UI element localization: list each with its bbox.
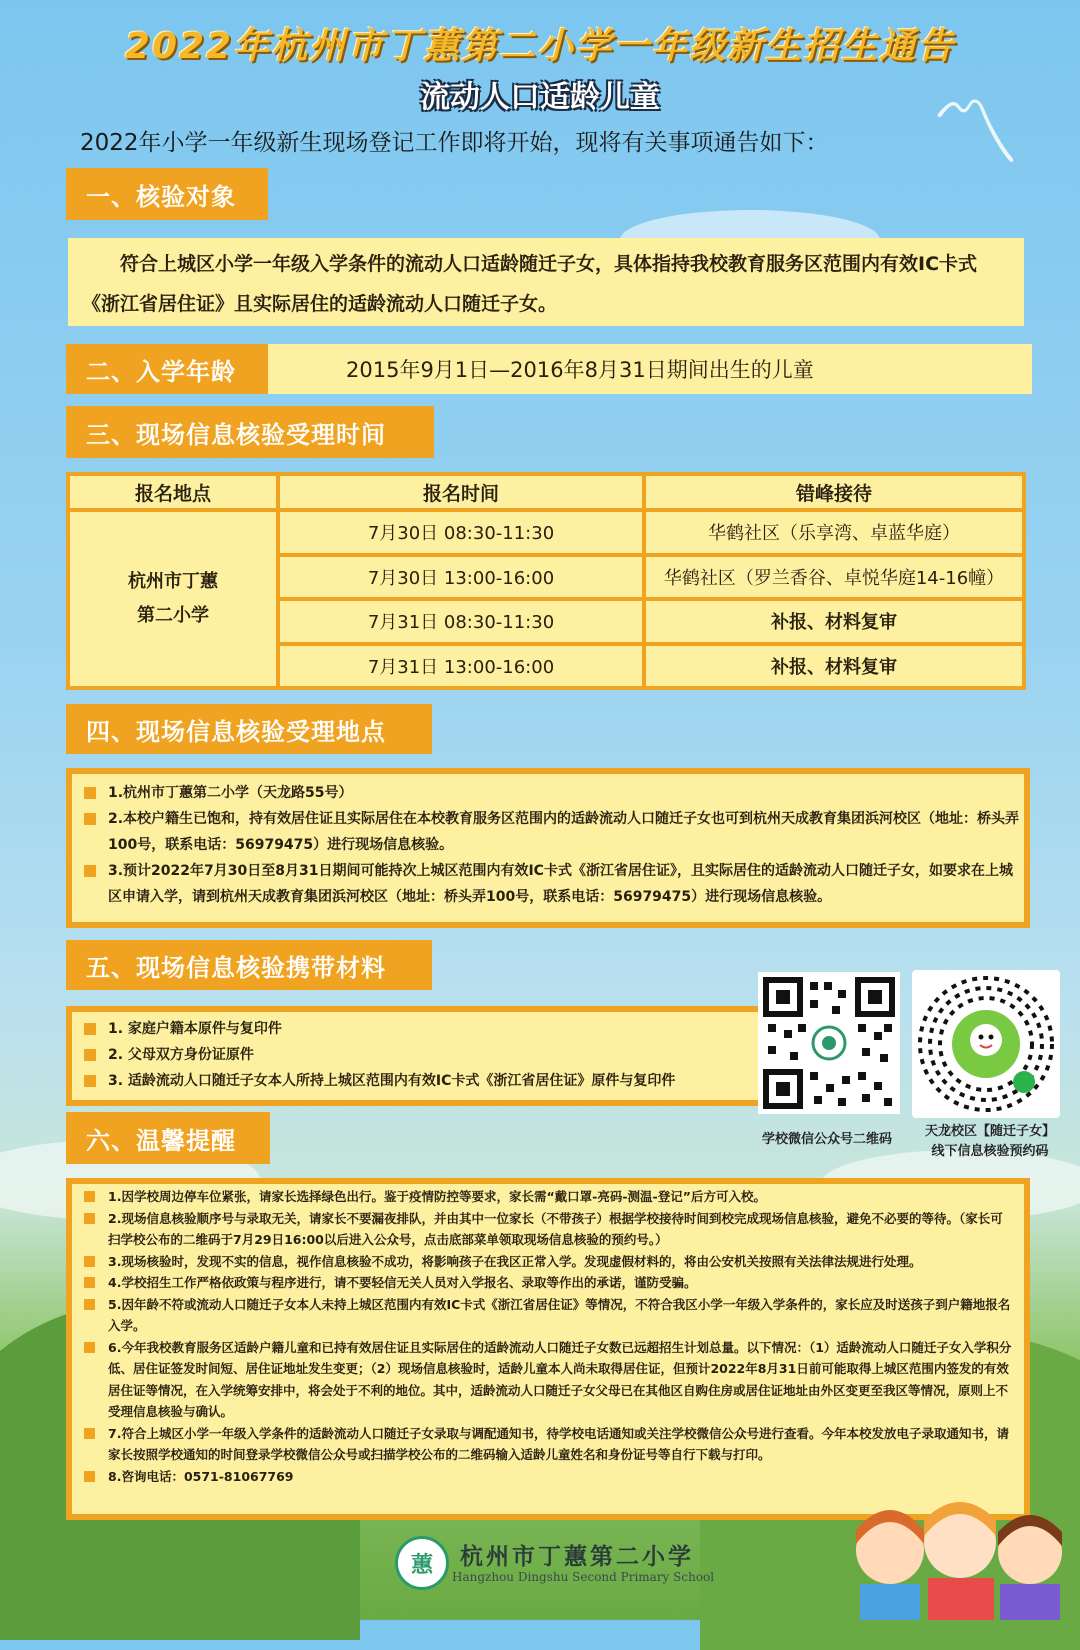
time-cell: 7月31日 08:30-11:30	[280, 601, 642, 642]
list-item: 3. 适龄流动人口随迁子女本人所持上城区范围内有效IC卡式《浙江省居住证》原件与复印件	[72, 1068, 760, 1094]
bullet-icon	[84, 1428, 95, 1439]
list-item: 3.预计2022年7月30日至8月31日期间可能持次上城区范围内有效IC卡式《浙江省居住证》，且实际居住的适龄流动人口随迁子女，如要求在上城区申请入学，请到杭州天成教育集团浜河校区（地址：桥头弄100号，联系电话：56979475）进行现场信息核验。	[72, 858, 1024, 910]
section-1-body: 符合上城区小学一年级入学条件的流动人口适龄随迁子女，具体指持我校教育服务区范围内有效IC卡式《浙江省居住证》且实际居住的适龄流动人口随迁子女。	[82, 253, 978, 315]
bullet-icon	[84, 787, 96, 799]
bullet-icon	[84, 1075, 96, 1087]
list-item: 2. 父母双方身份证原件	[72, 1042, 760, 1068]
time-cell: 7月30日 08:30-11:30	[280, 512, 642, 553]
section-5-panel	[66, 1006, 766, 1106]
bullet-icon	[84, 1342, 95, 1353]
location-line-2: 第二小学	[137, 605, 209, 626]
seagull-icon: 〽	[930, 81, 1020, 186]
school-logo-icon: 蕙	[395, 1536, 449, 1590]
location-line-1: 杭州市丁蕙	[128, 571, 218, 592]
time-cell: 7月30日 13:00-16:00	[280, 557, 642, 598]
reception-cell: 补报、材料复审	[646, 601, 1022, 642]
bullet-icon	[84, 1471, 95, 1482]
page-title: 2022年杭州市丁蕙第二小学一年级新生招生通告	[124, 26, 956, 67]
bullet-icon	[84, 813, 96, 825]
header-location: 报名地点	[70, 476, 276, 508]
footer-school-name-en: Hangzhou Dingshu Second Primary School	[452, 1570, 715, 1584]
reception-cell: 补报、材料复审	[646, 646, 1022, 687]
bullet-icon	[84, 1191, 95, 1202]
children-illustration	[830, 1480, 1080, 1620]
section-heading-4: 四、现场信息核验受理地点	[66, 704, 432, 754]
header-reception: 错峰接待	[646, 476, 1022, 508]
age-range-text: 2015年9月1日—2016年8月31日期间出生的儿童	[346, 358, 814, 382]
list-item: 3.现场核验时，发现不实的信息，视作信息核验不成功，将影响孩子在我区正常入学。发现虚假材料的，将由公安机关按照有关法律法规进行处理。	[72, 1251, 1024, 1273]
tianlong-appointment-qr-code[interactable]	[912, 970, 1060, 1118]
reception-cell: 华鹤社区（乐享湾、卓蓝华庭）	[646, 512, 1022, 553]
bullet-icon	[84, 1299, 95, 1310]
footer-school-name: 杭州市丁蕙第二小学	[460, 1543, 694, 1570]
list-item: 2.本校户籍生已饱和，持有效居住证且实际居住在本校教育服务区范围内的适龄流动人口随迁子女也可到杭州天成教育集团浜河校区（地址：桥头弄100号，联系电话：56979475）进行现场信息核验。	[72, 806, 1024, 858]
bullet-icon	[84, 1213, 95, 1224]
school-wechat-qr-code[interactable]	[758, 972, 900, 1114]
bullet-icon	[84, 1023, 96, 1035]
location-cell	[70, 512, 276, 686]
section-heading-5: 五、现场信息核验携带材料	[66, 940, 432, 990]
list-item: 1.因学校周边停车位紧张，请家长选择绿色出行。鉴于疫情防控等要求，家长需“戴口罩-亮码-测温-登记”后方可入校。	[72, 1186, 1024, 1208]
section-heading-6: 六、温馨提醒	[66, 1112, 270, 1164]
list-item: 1. 家庭户籍本原件与复印件	[72, 1016, 760, 1042]
list-item: 8.咨询电话：0571-81067769	[72, 1466, 1024, 1488]
bullet-icon	[84, 1277, 95, 1288]
bullet-icon	[84, 865, 96, 877]
mini-program-code-icon	[912, 970, 1060, 1118]
tianlong-qr-caption-line-2: 线下信息核验预约码	[931, 1144, 1049, 1159]
section-4-panel	[66, 768, 1030, 928]
section-heading-2: 二、入学年龄	[66, 344, 268, 394]
section-1-panel	[68, 238, 1024, 326]
school-qr-caption: 学校微信公众号二维码	[761, 1132, 892, 1147]
header-time: 报名时间	[280, 476, 642, 508]
bullet-icon	[84, 1049, 96, 1061]
tianlong-qr-caption	[905, 1122, 1075, 1162]
time-cell: 7月31日 13:00-16:00	[280, 646, 642, 687]
section-6-panel	[66, 1178, 1030, 1520]
list-item: 6.今年我校教育服务区适龄户籍儿童和已持有效居住证且实际居住的适龄流动人口随迁子女数已远超招生计划总量。以下情况：（1）适龄流动人口随迁子女入学积分低、居住证签发时间短、居住证地址发生变更；（2）现场信息核验时，适龄儿童本人尚未取得居住证，但预计2022年8月31日前可能取得上城区范围内签发的有效居住证等情况，在入学统筹安排中，将会处于不利的地位。其中，适龄流动人口随迁子女父母已在其他区自购住房或居住证地址由外区变更至我区等情况，原则上不受理信息核验与确认。	[72, 1337, 1024, 1423]
table-header-row	[70, 476, 1022, 508]
list-item: 1.杭州市丁蕙第二小学（天龙路55号）	[72, 780, 1024, 806]
reception-cell: 华鹤社区（罗兰香谷、卓悦华庭14-16幢）	[646, 557, 1022, 598]
tianlong-qr-caption-line-1: 天龙校区【随迁子女】	[924, 1124, 1055, 1139]
section-heading-3: 三、现场信息核验受理时间	[66, 406, 434, 458]
page-subtitle: 流动人口适龄儿童	[420, 80, 660, 115]
list-item: 5.因年龄不符或流动人口随迁子女本人未持上城区范围内有效IC卡式《浙江省居住证》等情况，不符合我区小学一年级入学条件的，家长应及时送孩子到户籍地报名入学。	[72, 1294, 1024, 1337]
bullet-icon	[84, 1256, 95, 1267]
section-heading-1: 一、核验对象	[66, 168, 268, 220]
schedule-table	[66, 472, 1026, 690]
list-item: 2.现场信息核验顺序号与录取无关，请家长不要漏夜排队，并由其中一位家长（不带孩子）根据学校接待时间到校完成现场信息核验，避免不必要的等待。（家长可扫学校公布的二维码于7月29日16:00以后进入公众号，点击底部菜单领取现场信息核验的预约号。）	[72, 1208, 1024, 1251]
table-row	[70, 512, 1022, 553]
qr-code-icon	[758, 972, 900, 1114]
intro-text: 2022年小学一年级新生现场登记工作即将开始，现将有关事项通告如下：	[80, 130, 829, 156]
list-item: 7.符合上城区小学一年级入学条件的适龄流动人口随迁子女录取与调配通知书，待学校电话通知或关注学校微信公众号进行查看。今年本校发放电子录取通知书，请家长按照学校通知的时间登录学校微信公众号或扫描学校公布的二维码输入适龄儿童姓名和身份证号等自行下载与打印。	[72, 1423, 1024, 1466]
list-item: 4.学校招生工作严格依政策与程序进行，请不要轻信无关人员对入学报名、录取等作出的承诺，谨防受骗。	[72, 1272, 1024, 1294]
